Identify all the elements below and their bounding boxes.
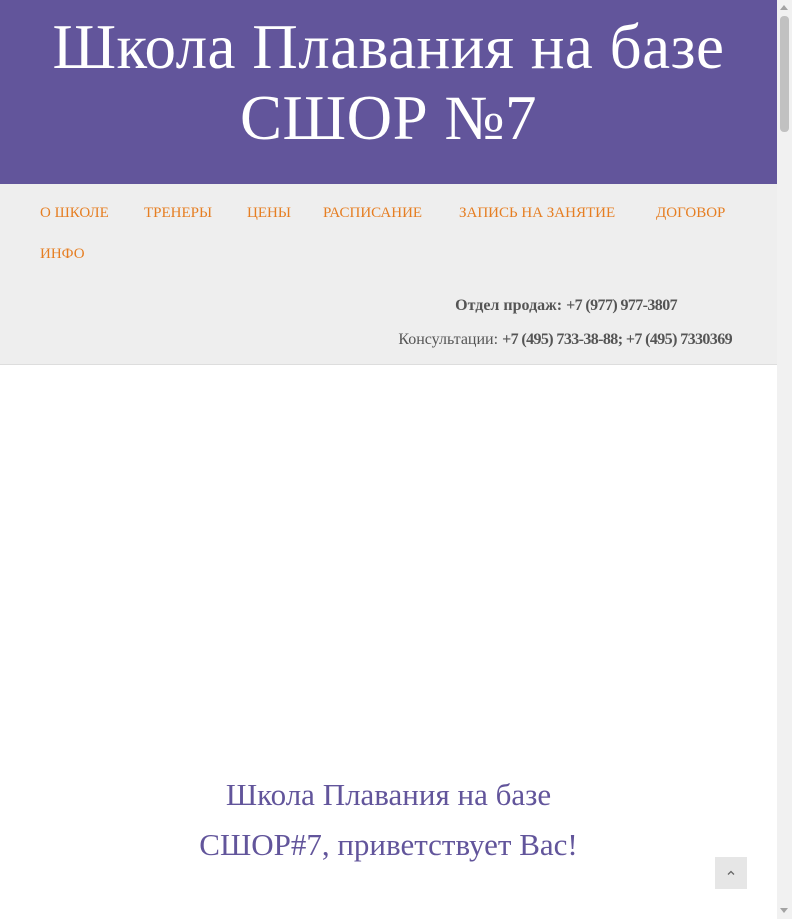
site-title-line2: СШОР №7 <box>240 83 537 153</box>
site-title[interactable] <box>30 12 747 154</box>
scrollbar-thumb[interactable] <box>780 16 789 132</box>
sales-phone[interactable]: +7 (977) 977-3807 <box>566 297 677 314</box>
nav-item-about[interactable]: О ШКОЛЕ <box>40 205 109 221</box>
nav-item-info[interactable]: ИНФО <box>40 246 85 262</box>
scroll-down-arrow-icon[interactable] <box>780 908 788 913</box>
consult-label: Консультации: <box>398 331 499 348</box>
nav-item-schedule[interactable]: РАСПИСАНИЕ <box>323 205 423 221</box>
welcome-heading <box>0 770 777 870</box>
nav-item-signup[interactable]: ЗАПИСЬ НА ЗАНЯТИЕ <box>459 205 616 221</box>
consult-phones[interactable]: +7 (495) 733-38-88; +7 (495) 7330369 <box>502 331 732 348</box>
nav-item-prices[interactable]: ЦЕНЫ <box>247 205 291 221</box>
hero-blank-area <box>0 365 777 765</box>
welcome-line2: СШОР#7, приветствует Вас! <box>199 827 578 862</box>
chevron-up-icon <box>726 869 736 877</box>
sales-label: Отдел продаж: <box>455 297 563 314</box>
main-navigation <box>0 184 777 365</box>
scroll-up-arrow-icon[interactable] <box>780 5 788 10</box>
back-to-top-button[interactable] <box>715 857 747 889</box>
page-scrollbar[interactable] <box>777 0 792 919</box>
nav-item-coaches[interactable]: ТРЕНЕРЫ <box>144 205 213 221</box>
sales-contact <box>455 296 677 316</box>
site-title-line1: Школа Плавания на базе <box>52 12 725 82</box>
welcome-line1: Школа Плавания на базе <box>225 777 552 812</box>
site-header <box>0 0 777 184</box>
nav-item-contract[interactable]: ДОГОВОР <box>656 205 726 221</box>
consult-contact <box>398 330 732 350</box>
